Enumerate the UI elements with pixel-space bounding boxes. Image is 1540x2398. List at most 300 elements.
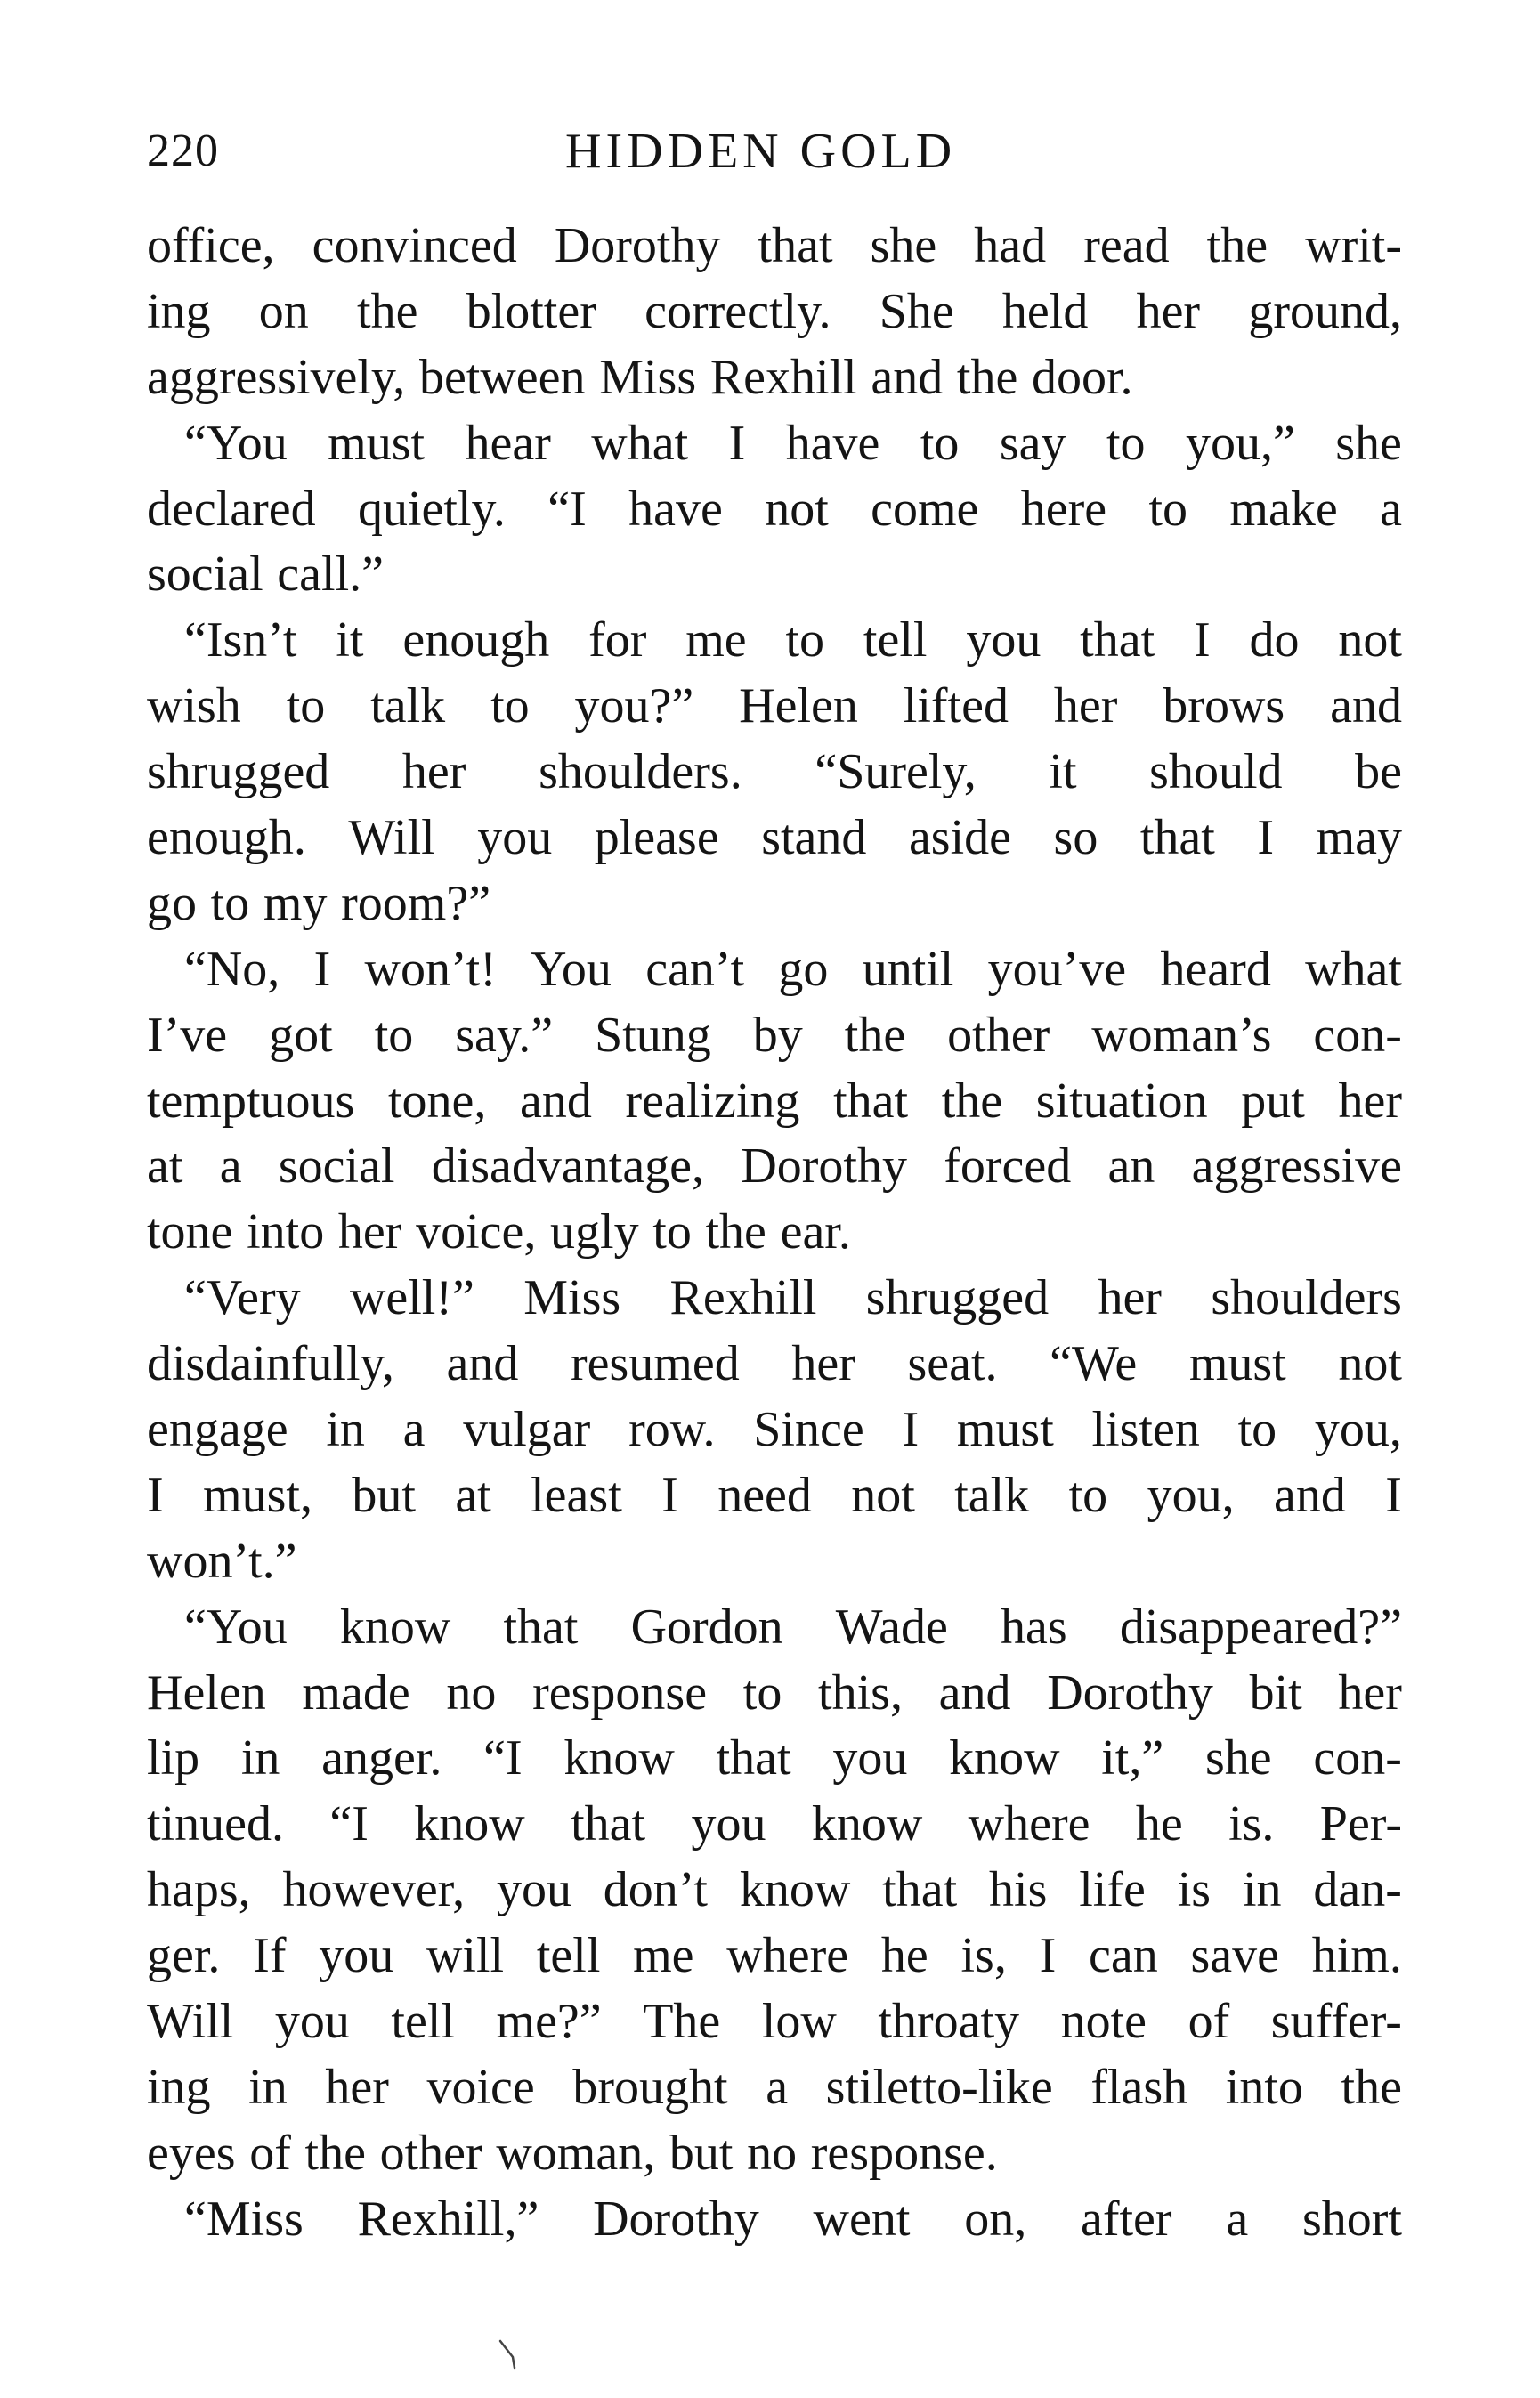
text-line <box>147 871 1402 937</box>
word: I <box>1194 612 1211 668</box>
word: tell <box>863 612 928 668</box>
word: lifted <box>903 678 1009 734</box>
text-line <box>147 1726 1402 1792</box>
word: my <box>263 875 328 931</box>
text-line <box>147 1266 1402 1332</box>
word: of <box>1187 1994 1230 2050</box>
word: that <box>833 1073 909 1129</box>
word: you’ve <box>987 941 1127 997</box>
word: Helen <box>739 678 858 734</box>
word: I <box>1039 1928 1057 1984</box>
word: don’t <box>603 1862 708 1918</box>
word: Per- <box>1319 1796 1402 1852</box>
word: “No, <box>184 941 280 997</box>
word: me <box>633 1928 694 1984</box>
word: that <box>716 1730 791 1786</box>
word: “Very <box>184 1270 301 1326</box>
word: the <box>705 1204 766 1260</box>
word: eyes <box>147 2125 236 2181</box>
word: shoulders. <box>539 744 742 800</box>
word: Miss <box>523 1270 621 1326</box>
word: writ- <box>1305 218 1402 273</box>
word: at <box>455 1467 491 1523</box>
word: talk <box>370 678 446 734</box>
body-text <box>147 214 1402 2253</box>
word: not <box>1338 1336 1402 1392</box>
word: you <box>832 1730 908 1786</box>
word: I <box>902 1402 920 1458</box>
word: the <box>1341 2059 1402 2115</box>
word: you, <box>1147 1467 1235 1523</box>
word: enough. <box>147 810 306 866</box>
word: he <box>880 1928 928 1984</box>
word: other <box>947 1007 1050 1063</box>
word: a <box>1380 481 1402 537</box>
word: “Miss <box>184 2191 304 2247</box>
word: her <box>325 2059 389 2115</box>
word: social <box>278 1138 395 1195</box>
word: go <box>778 941 829 997</box>
word: listen <box>1091 1402 1200 1458</box>
word: shrugged <box>865 1270 1050 1326</box>
word: to <box>1106 415 1146 471</box>
word: do <box>1249 612 1300 668</box>
text-line <box>147 1200 1402 1266</box>
text-line <box>147 1858 1402 1924</box>
word: Since <box>753 1402 864 1458</box>
word: and <box>446 1336 519 1392</box>
word: “I <box>329 1796 369 1852</box>
word: read <box>1083 218 1170 273</box>
word: If <box>253 1928 287 1984</box>
text-line <box>147 740 1402 806</box>
word: went <box>813 2191 911 2247</box>
word: you <box>496 1862 571 1918</box>
word: “I <box>483 1730 523 1786</box>
word: door. <box>1032 349 1133 405</box>
word: brought <box>572 2059 728 2115</box>
word: room?” <box>341 875 491 931</box>
word: her <box>1098 1270 1162 1326</box>
word: throaty <box>878 1994 1020 2050</box>
word: you <box>477 810 553 866</box>
word: be <box>1355 744 1402 800</box>
word: row. <box>628 1402 716 1458</box>
word: the <box>357 283 418 339</box>
text-line <box>147 1003 1402 1069</box>
word: Dorothy <box>741 1138 907 1195</box>
word: had <box>974 218 1047 273</box>
word: ing <box>147 2059 211 2115</box>
page-number: 220 <box>147 126 219 176</box>
word: ing <box>147 283 211 339</box>
word: other <box>379 2125 482 2181</box>
word: and <box>871 349 944 405</box>
word: the <box>1206 218 1268 273</box>
word: quietly. <box>358 481 506 537</box>
word: must <box>956 1402 1054 1458</box>
text-line <box>147 279 1402 345</box>
word: the <box>844 1007 906 1063</box>
word: got <box>269 1007 333 1063</box>
word: aggressive <box>1191 1138 1402 1195</box>
word: the <box>941 1073 1003 1129</box>
word: I <box>661 1467 678 1523</box>
word: talk <box>954 1467 1030 1523</box>
word: where <box>968 1796 1090 1852</box>
text-line <box>147 937 1402 1003</box>
word: her <box>1136 283 1201 339</box>
word: I <box>728 415 746 471</box>
word: bit <box>1249 1665 1302 1721</box>
word: that <box>571 1796 646 1852</box>
word: after <box>1080 2191 1172 2247</box>
word: in <box>240 1730 280 1786</box>
word: at <box>147 1138 183 1195</box>
text-line <box>147 1792 1402 1858</box>
word: her <box>1053 678 1118 734</box>
word: voice <box>426 2059 535 2115</box>
word: must, <box>203 1467 312 1523</box>
word: not <box>1338 612 1402 668</box>
word: can’t <box>645 941 745 997</box>
word: and <box>1330 678 1402 734</box>
word: disappeared?” <box>1119 1599 1402 1655</box>
word: say <box>999 415 1066 471</box>
word: that <box>1080 612 1155 668</box>
word: in <box>248 2059 288 2115</box>
word: response <box>532 1665 708 1721</box>
word: have <box>785 415 880 471</box>
word: to <box>286 678 326 734</box>
word: can <box>1088 1928 1158 1984</box>
text-line <box>147 2187 1402 2253</box>
word: wish <box>147 678 241 734</box>
word: say.” <box>455 1007 554 1063</box>
word: what <box>591 415 689 471</box>
word: make <box>1229 481 1338 537</box>
word: that <box>758 218 833 273</box>
word: “You <box>184 415 288 471</box>
word: a <box>402 1402 426 1458</box>
word: to <box>1068 1467 1108 1523</box>
word: the <box>304 2125 366 2181</box>
word: it,” <box>1101 1730 1164 1786</box>
word: won’t! <box>364 941 497 997</box>
word: I <box>1385 1467 1402 1523</box>
word: not <box>851 1467 915 1523</box>
word: between <box>418 349 586 405</box>
word: her <box>791 1336 855 1392</box>
word: a <box>766 2059 789 2115</box>
word: response. <box>810 2125 998 2181</box>
word: has <box>1001 1599 1067 1655</box>
word: you, <box>1314 1402 1402 1458</box>
word: a <box>219 1138 242 1195</box>
word: the <box>956 349 1018 405</box>
word: ground, <box>1248 283 1402 339</box>
word: but <box>352 1467 416 1523</box>
word: “Isn’t <box>184 612 297 668</box>
word: lip <box>147 1730 200 1786</box>
running-head <box>147 117 1402 185</box>
word: of <box>249 2125 291 2181</box>
word: engage <box>147 1402 288 1458</box>
word: where <box>726 1928 849 1984</box>
word: heard <box>1160 941 1271 997</box>
word: put <box>1241 1073 1305 1129</box>
word: tinued. <box>147 1796 284 1852</box>
word: need <box>717 1467 812 1523</box>
word: he <box>1135 1796 1183 1852</box>
word: “I <box>547 481 587 537</box>
word: me <box>685 612 747 668</box>
word: I <box>313 941 331 997</box>
word: to <box>1148 481 1188 537</box>
word: until <box>862 941 954 997</box>
word: I <box>147 1467 164 1523</box>
text-line <box>147 806 1402 871</box>
stray-print-mark <box>497 2337 532 2373</box>
word: ugly <box>550 1204 639 1260</box>
word: no <box>446 1665 497 1721</box>
word: she <box>1335 415 1402 471</box>
word: here <box>1020 481 1107 537</box>
word: and <box>520 1073 592 1129</box>
word: and <box>1273 1467 1346 1523</box>
word: Will <box>348 810 435 866</box>
word: know <box>811 1796 923 1852</box>
word: con- <box>1313 1730 1402 1786</box>
word: haps, <box>147 1862 251 1918</box>
word: dan- <box>1313 1862 1402 1918</box>
word: him. <box>1311 1928 1402 1984</box>
word: enough <box>402 612 550 668</box>
word: temptuous <box>147 1073 355 1129</box>
word: know <box>949 1730 1060 1786</box>
word: won’t.” <box>147 1533 297 1589</box>
word: I’ve <box>147 1007 228 1063</box>
word: vulgar <box>463 1402 591 1458</box>
word: aside <box>908 810 1012 866</box>
word: that <box>503 1599 579 1655</box>
text-line <box>147 1069 1402 1135</box>
text-line <box>147 214 1402 279</box>
word: aggressively, <box>147 349 406 405</box>
word: woman’s <box>1091 1007 1272 1063</box>
word: in <box>1242 1862 1282 1918</box>
word: call.” <box>277 547 384 603</box>
word: disadvantage, <box>431 1138 705 1195</box>
text-line <box>147 345 1402 411</box>
text-line <box>147 477 1402 543</box>
word: know <box>563 1730 675 1786</box>
word: correctly. <box>644 283 831 339</box>
word: her <box>401 744 466 800</box>
word: flash <box>1090 2059 1188 2115</box>
text-line <box>147 2055 1402 2121</box>
word: office, <box>147 218 275 273</box>
word: a <box>1226 2191 1249 2247</box>
word: “Surely, <box>815 744 977 800</box>
word: Dorothy <box>554 218 721 273</box>
word: Stung <box>595 1007 711 1063</box>
word: voice, <box>416 1204 537 1260</box>
word: must <box>1188 1336 1286 1392</box>
word: Wade <box>835 1599 948 1655</box>
text-line <box>147 674 1402 740</box>
word: tell <box>536 1928 601 1984</box>
word: declared <box>147 481 316 537</box>
word: an <box>1107 1138 1155 1195</box>
word: she <box>870 218 937 273</box>
word: shrugged <box>147 744 330 800</box>
word: you <box>966 612 1042 668</box>
word: seat. <box>907 1336 998 1392</box>
word: know <box>414 1796 525 1852</box>
word: She <box>879 283 954 339</box>
word: Dorothy <box>1047 1665 1213 1721</box>
word: tone, <box>387 1073 487 1129</box>
word: tone <box>147 1204 233 1260</box>
word: however, <box>282 1862 466 1918</box>
text-line <box>147 1463 1402 1529</box>
word: Miss <box>599 349 697 405</box>
word: that <box>1139 810 1215 866</box>
word: is, <box>960 1928 1007 1984</box>
word: held <box>1001 283 1089 339</box>
word: you <box>319 1928 394 1984</box>
word: you <box>274 1994 350 2050</box>
word: short <box>1301 2191 1402 2247</box>
text-line <box>147 1134 1402 1200</box>
word: she <box>1204 1730 1272 1786</box>
word: to <box>785 612 825 668</box>
word: “You <box>184 1599 288 1655</box>
word: ger. <box>147 1928 221 1984</box>
word: her <box>1338 1073 1402 1129</box>
text-line <box>147 1529 1402 1595</box>
word: will <box>426 1928 505 1984</box>
text-line <box>147 411 1402 477</box>
text-line <box>147 1661 1402 1727</box>
word: this, <box>818 1665 903 1721</box>
word: anger. <box>321 1730 442 1786</box>
word: social <box>147 547 263 603</box>
word: woman, <box>496 2125 656 2181</box>
word: save <box>1190 1928 1279 1984</box>
word: her <box>1338 1665 1402 1721</box>
word: Gordon <box>630 1599 783 1655</box>
text-line <box>147 2121 1402 2187</box>
text-line <box>147 608 1402 674</box>
word: least <box>531 1467 622 1523</box>
word: but <box>669 2125 734 2181</box>
word: it <box>1049 744 1077 800</box>
word: situation <box>1035 1073 1208 1129</box>
word: no <box>747 2125 798 2181</box>
word: into <box>247 1204 325 1260</box>
word: low <box>761 1994 837 2050</box>
text-line <box>147 1397 1402 1463</box>
word: hear <box>465 415 551 471</box>
word: on <box>258 283 309 339</box>
word: by <box>752 1007 803 1063</box>
word: Will <box>147 1994 234 2050</box>
word: for <box>588 612 647 668</box>
word: convinced <box>312 218 517 273</box>
word: forced <box>944 1138 1072 1195</box>
word: realizing <box>625 1073 800 1129</box>
word: go <box>147 875 197 931</box>
word: con- <box>1313 1007 1402 1063</box>
text-line <box>147 542 1402 608</box>
word: to <box>490 678 530 734</box>
word: you,” <box>1185 415 1295 471</box>
word: to <box>1237 1402 1277 1458</box>
word: in <box>326 1402 365 1458</box>
word: I <box>1257 810 1275 866</box>
word: is. <box>1228 1796 1275 1852</box>
word: shoulders <box>1211 1270 1402 1326</box>
word: is <box>1177 1862 1212 1918</box>
word: what <box>1305 941 1402 997</box>
word: You <box>531 941 612 997</box>
word: note <box>1060 1994 1147 2050</box>
word: come <box>871 481 979 537</box>
word: Rexhill <box>709 349 857 405</box>
word: made <box>302 1665 410 1721</box>
word: and <box>938 1665 1011 1721</box>
word: to <box>652 1204 692 1260</box>
word: her <box>337 1204 402 1260</box>
word: resumed <box>570 1336 740 1392</box>
word: suffer- <box>1270 1994 1402 2050</box>
word: “We <box>1050 1336 1138 1392</box>
word: stiletto-like <box>825 2059 1053 2115</box>
word: well!” <box>349 1270 474 1326</box>
word: his <box>989 1862 1048 1918</box>
word: into <box>1225 2059 1303 2115</box>
word: to <box>742 1665 782 1721</box>
word: should <box>1149 744 1283 800</box>
word: ear. <box>780 1204 851 1260</box>
word: please <box>594 810 719 866</box>
word: The <box>643 1994 721 2050</box>
word: brows <box>1163 678 1285 734</box>
word: it <box>336 612 364 668</box>
word: know <box>339 1599 451 1655</box>
word: Rexhill,” <box>357 2191 539 2247</box>
word: to <box>210 875 250 931</box>
word: must <box>328 415 426 471</box>
word: not <box>765 481 829 537</box>
word: on, <box>964 2191 1027 2247</box>
text-line <box>147 1595 1402 1661</box>
word: know <box>739 1862 851 1918</box>
word: Dorothy <box>593 2191 759 2247</box>
word: may <box>1316 810 1402 866</box>
text-line <box>147 1989 1402 2055</box>
word: life <box>1079 1862 1146 1918</box>
word: you?” <box>574 678 694 734</box>
running-title: HIDDEN GOLD <box>565 124 957 179</box>
word: to <box>374 1007 414 1063</box>
word: have <box>628 481 723 537</box>
word: Helen <box>147 1665 266 1721</box>
word: stand <box>761 810 867 866</box>
word: that <box>882 1862 958 1918</box>
